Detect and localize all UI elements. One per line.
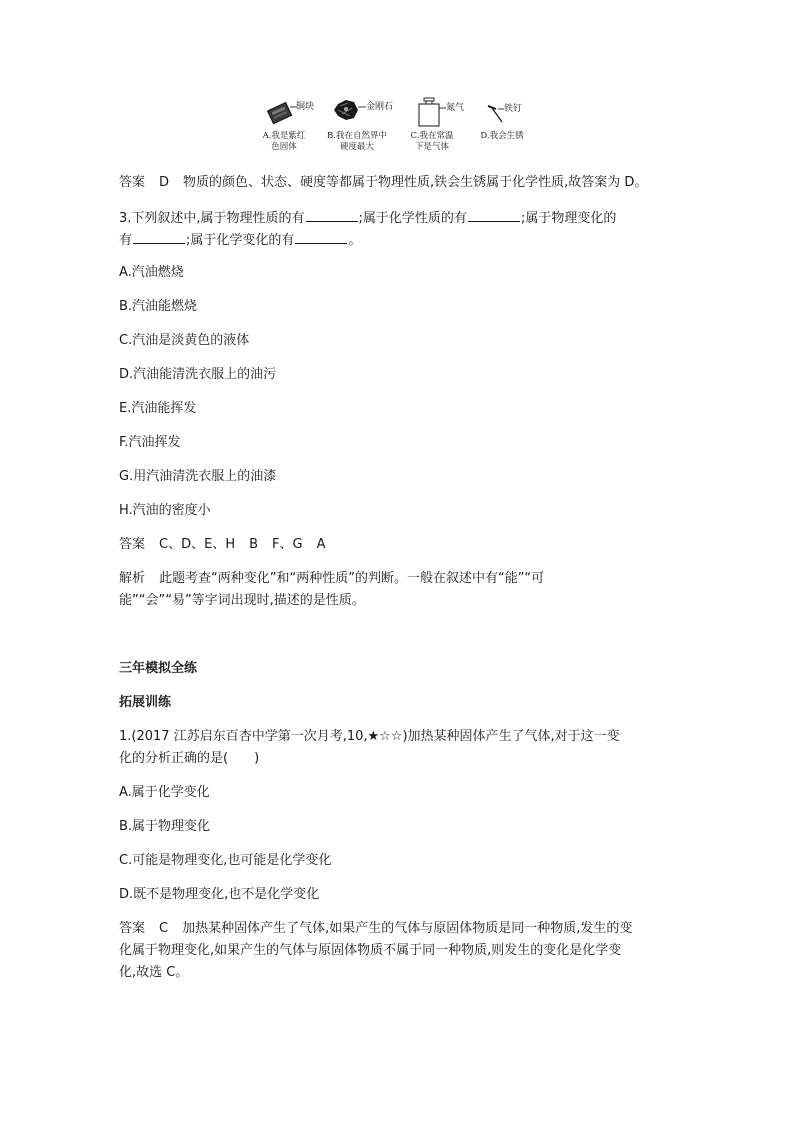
q3-option-f: F.汽油挥发 — [119, 435, 181, 450]
answer-value: C — [159, 921, 169, 936]
caption-line: 下是气体 — [414, 142, 449, 152]
figure-item-b — [324, 96, 400, 158]
figure-item-c — [410, 96, 486, 158]
q1-answer-line2: 化属于物理变化,如果产生的气体与原固体物质不属于同一种物质,则发生的变化是化学变 — [119, 943, 622, 958]
copper-block-icon — [250, 96, 326, 130]
q1-answer-line1 — [119, 920, 632, 938]
answer-text: 物质的颜色、状态、硬度等都属于物理性质,铁会生锈属于化学性质,故答案为 D。 — [183, 175, 648, 190]
figure-caption-d — [474, 131, 530, 142]
stem-text: 。 — [348, 233, 362, 248]
q2-answer — [119, 174, 647, 192]
stem-text: 3.下列叙述中,属于物理性质的有 — [119, 211, 305, 226]
stem-text: ;属于化学变化的有 — [186, 233, 295, 248]
answer-label: 答案 — [119, 175, 146, 190]
figure-caption-b — [322, 131, 392, 153]
q3-option-a: A.汽油燃烧 — [119, 265, 184, 280]
properties-figure — [250, 96, 550, 158]
caption-line: C.我在常温 — [410, 131, 454, 141]
diamond-tag: 金刚石 — [366, 102, 394, 112]
q3-option-b: B.汽油能燃烧 — [119, 299, 198, 314]
gas-bottle-icon — [410, 96, 486, 130]
answer-value: B — [249, 537, 259, 552]
caption-line: 色固体 — [271, 142, 297, 152]
q3-answer — [119, 536, 325, 554]
section-subtitle: 拓展训练 — [119, 695, 172, 710]
answer-blank — [133, 230, 185, 244]
caption-line: 硬度最大 — [339, 142, 374, 152]
q3-option-h: H.汽油的密度小 — [119, 503, 211, 518]
answer-value: A — [316, 537, 326, 552]
caption-line: B.我在自然界中 — [327, 131, 387, 141]
q3-option-e: E.汽油能挥发 — [119, 401, 197, 416]
q3-option-g: G.用汽油清洗衣服上的油漆 — [119, 469, 277, 484]
caption-line: A.我是紫红 — [262, 131, 306, 141]
q1-option-b: B.属于物理变化 — [119, 819, 211, 834]
answer-value: C、D、E、H — [159, 537, 236, 552]
q3-option-c: C.汽油是淡黄色的液体 — [119, 333, 250, 348]
figure-caption-c — [400, 131, 464, 153]
answer-label: 答案 — [119, 921, 146, 936]
stem-text: ;属于物理变化的 — [520, 211, 617, 226]
q3-stem-line2 — [119, 230, 361, 250]
stem-text: 有 — [119, 233, 133, 248]
q1-option-a: A.属于化学变化 — [119, 785, 210, 800]
q3-stem-line1 — [119, 208, 616, 228]
stem-text: ;属于化学性质的有 — [358, 211, 467, 226]
answer-blank — [295, 230, 347, 244]
q3-analysis-line1 — [119, 570, 544, 588]
q3-analysis-line2: 能”“会”“易”等字词出现时,描述的是性质。 — [119, 593, 365, 608]
q1-answer-line3: 化,故选 C。 — [119, 965, 189, 980]
caption-line: D.我会生锈 — [480, 131, 524, 141]
copper-tag: 铜块 — [296, 102, 315, 112]
answer-value: D — [159, 175, 170, 190]
answer-blank — [468, 208, 520, 222]
analysis-label: 解析 — [119, 571, 146, 586]
answer-label: 答案 — [119, 537, 146, 552]
q1-stem-line1: 1.(2017 江苏启东百杏中学第一次月考,10,★☆☆)加热某种固体产生了气体,对于这一变 — [119, 729, 620, 744]
q1-option-c: C.可能是物理变化,也可能是化学变化 — [119, 853, 332, 868]
figure-caption-a — [254, 131, 314, 153]
answer-text: 加热某种固体产生了气体,如果产生的气体与原固体物质是同一种物质,发生的变 — [182, 921, 633, 936]
nail-tag: 铁钉 — [504, 104, 523, 114]
nitrogen-tag: 氮气 — [446, 103, 465, 113]
analysis-text: 此题考查“两种变化”和“两种性质”的判断。一般在叙述中有“能”“可 — [159, 571, 545, 586]
q1-stem-line2: 化的分析正确的是( ) — [119, 751, 260, 766]
section-title: 三年模拟全练 — [119, 661, 198, 676]
q1-option-d: D.既不是物理变化,也不是化学变化 — [119, 887, 320, 902]
q3-option-d: D.汽油能清洗衣服上的油污 — [119, 367, 277, 382]
answer-value: F、G — [272, 537, 303, 552]
answer-blank — [306, 208, 358, 222]
figure-item-a — [250, 96, 326, 158]
figure-item-d — [482, 96, 558, 158]
